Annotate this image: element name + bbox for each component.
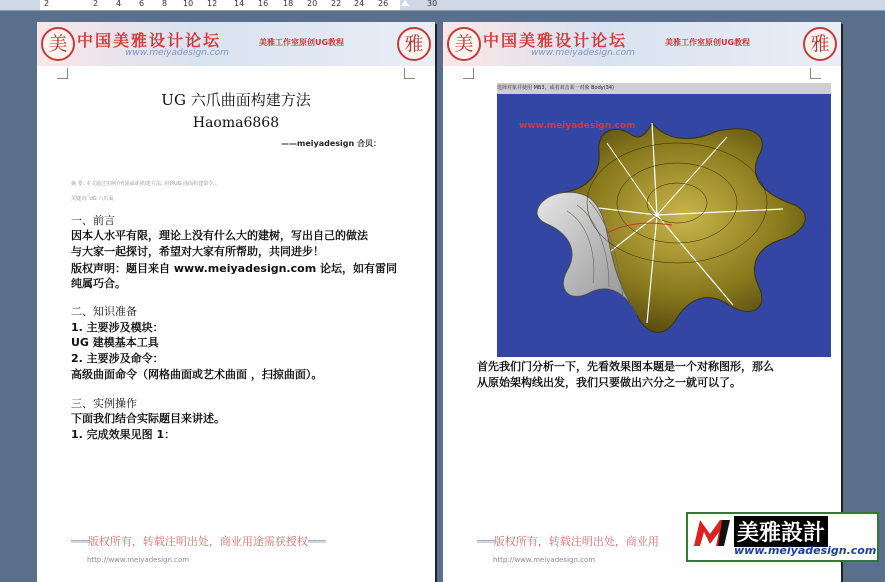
ruler-tick: 8 — [162, 0, 168, 8]
footer-url[interactable]: http://www.meiyadesign.com — [493, 556, 596, 564]
ruler-tick: 2 — [93, 0, 99, 8]
keywords-line[interactable]: 关键词: UG 六爪面 — [71, 196, 114, 202]
ruler-tick: 16 — [258, 0, 269, 8]
ruler-tick: 26 — [378, 0, 389, 8]
ruler-tick: 12 — [207, 0, 218, 8]
footer-url[interactable]: http://www.meiyadesign.com — [87, 556, 190, 564]
horizontal-ruler[interactable] — [0, 0, 885, 11]
page-header-banner — [37, 22, 435, 66]
body-line[interactable]: 1. 主要涉及模块： — [71, 321, 164, 334]
ruler-tick: 10 — [183, 0, 194, 8]
crop-mark — [463, 68, 474, 79]
ruler-tick: 30 — [427, 0, 438, 8]
ruler-tick: 20 — [307, 0, 318, 8]
footer-copyright: 版权所有，转载注明出处，商业用 — [493, 535, 659, 548]
logo-url-text: www.meiyadesign.com — [734, 544, 877, 557]
header-brand-en: www.meiyadesign.com — [531, 48, 635, 58]
header-tagline: 美雅工作室原创UG教程 — [259, 38, 345, 47]
body-line[interactable]: 下面我们结合实际题目来讲述。 — [71, 412, 225, 425]
meiya-m-logo-icon — [692, 518, 732, 548]
abstract-line[interactable]: 摘 要: 本文通过实例介绍曲面的构建方法, 用到UG 曲面构建命令... — [71, 181, 218, 187]
header-brand-cn: 中国美雅设计论坛 — [77, 31, 222, 50]
crop-mark — [57, 68, 68, 79]
document-title[interactable]: UG 六爪曲面构建方法 — [161, 91, 311, 109]
crop-mark — [404, 68, 415, 79]
footer-copyright: 版权所有，转载注明出处，商业用途需获授权 — [87, 535, 308, 548]
ruler-tick: 6 — [139, 0, 145, 8]
right-indent-marker[interactable] — [401, 0, 409, 6]
header-brand-cn: 中国美雅设计论坛 — [483, 31, 628, 50]
seal-mei-icon: 美 — [447, 27, 481, 61]
document-page-2[interactable] — [443, 22, 841, 582]
body-line[interactable]: 1. 完成效果见图 1： — [71, 428, 176, 441]
body-line[interactable]: 高级曲面命令（网格曲面或艺术曲面 ，扫掠曲面）。 — [71, 368, 323, 381]
body-line[interactable]: 与大家一起探讨，希望对大家有所帮助，共同进步！ — [71, 245, 324, 258]
ruler-tick: 22 — [331, 0, 342, 8]
document-page-1[interactable] — [37, 22, 435, 582]
body-line[interactable]: 纯属巧合。 — [71, 277, 126, 290]
page-footer[interactable] — [71, 533, 325, 549]
section-heading-example[interactable]: 三、实例操作 — [71, 397, 137, 410]
page-header-banner — [443, 22, 841, 66]
section-heading-knowledge[interactable]: 二、知识准备 — [71, 305, 137, 318]
footer-rule: ═══ — [477, 535, 494, 548]
ruler-tick: 4 — [116, 0, 122, 8]
ruler-tick: 2 — [44, 0, 50, 8]
left-indent-marker[interactable] — [66, 0, 74, 6]
document-byline[interactable]: ——meiyadesign 合贝： — [281, 139, 381, 148]
body-line[interactable]: 从原始架构线出发，我们只要做出六分之一就可以了。 — [477, 376, 741, 389]
seal-ya-icon: 雅 — [397, 27, 431, 61]
footer-rule: ═══ — [307, 535, 325, 548]
ruler-tick: 14 — [234, 0, 245, 8]
body-line[interactable]: 2. 主要涉及命令： — [71, 352, 164, 365]
header-tagline: 美雅工作室原创UG教程 — [665, 38, 751, 47]
body-line[interactable]: UG 建模基本工具 — [71, 336, 159, 349]
body-line[interactable]: 版权声明：题目来自 www.meiyadesign.com 论坛，如有雷同 — [71, 262, 397, 275]
header-brand-en: www.meiyadesign.com — [125, 48, 229, 58]
body-line[interactable]: 首先我们门分析一下，先看效果图本题是一个对称图形，那么 — [477, 360, 774, 373]
screenshot-watermark: www.meiyadesign.com — [519, 121, 636, 131]
ruler-tick: 24 — [354, 0, 365, 8]
embedded-ug-screenshot[interactable] — [497, 83, 831, 357]
logo-cn-text: 美雅設計 — [734, 516, 828, 547]
document-author[interactable]: Haoma6868 — [192, 115, 280, 131]
seal-ya-icon: 雅 — [803, 27, 837, 61]
crop-mark — [810, 68, 821, 79]
ug-status-bar: 选择对象并使用 MB3，或者双击某一对象 Body(34) — [497, 83, 831, 94]
section-heading-preface[interactable]: 一、前言 — [71, 214, 115, 227]
body-line[interactable]: 因本人水平有限，理论上没有什么大的建树，写出自己的做法 — [71, 229, 368, 242]
page-footer[interactable] — [477, 533, 659, 549]
meiya-logo — [686, 512, 879, 562]
footer-rule: ═══ — [71, 535, 88, 548]
seal-mei-icon: 美 — [41, 27, 75, 61]
ruler-tick: 18 — [283, 0, 294, 8]
